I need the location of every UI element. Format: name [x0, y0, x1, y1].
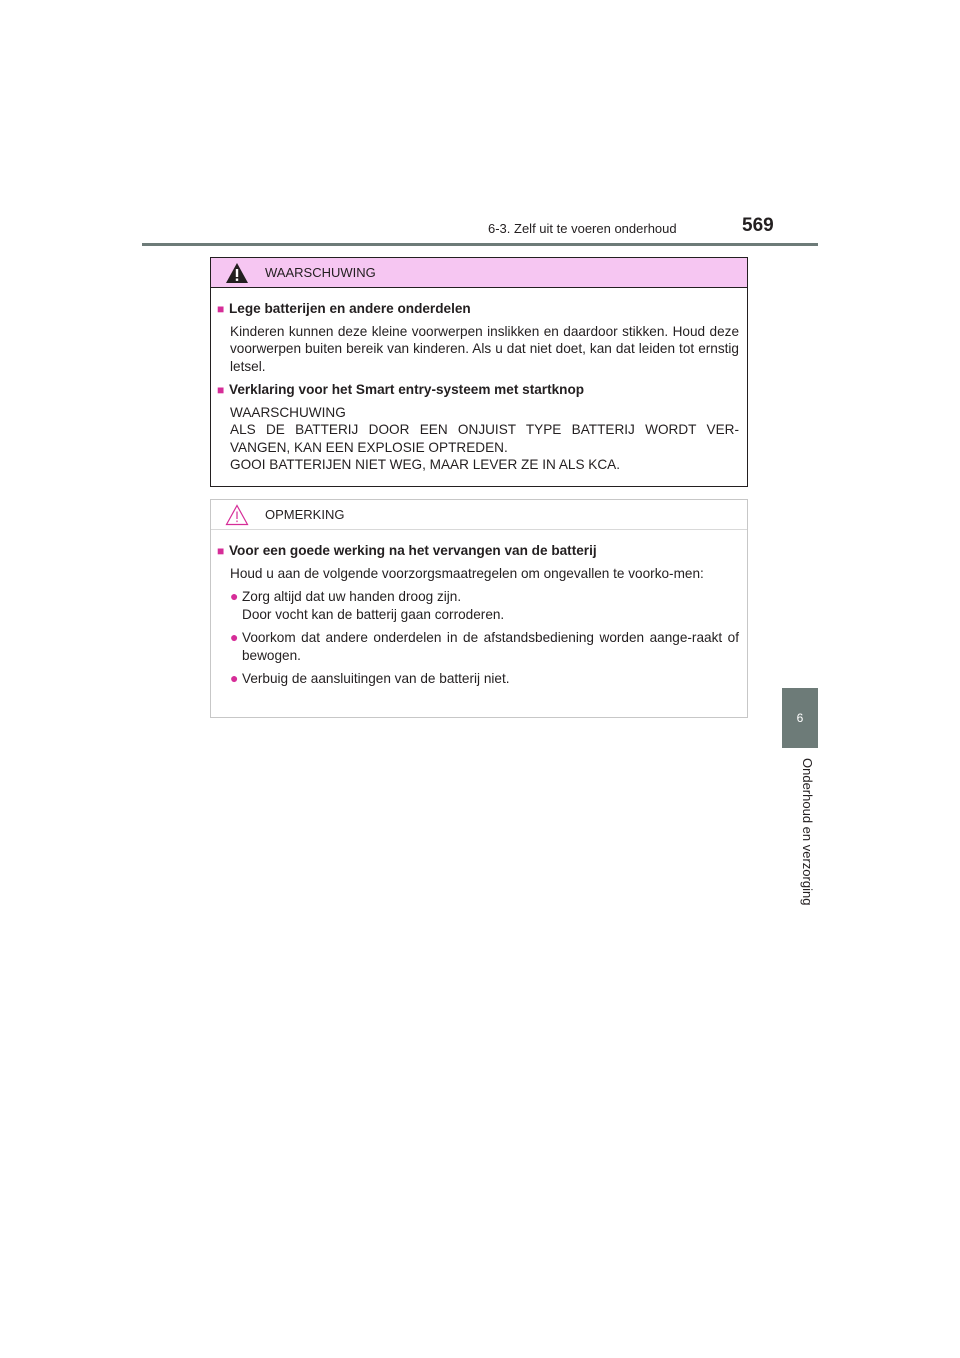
chapter-title: Onderhoud en verzorging	[800, 758, 815, 906]
warning-item-title	[217, 300, 739, 319]
warning-triangle-icon	[225, 262, 249, 284]
chapter-number: 6	[796, 711, 804, 725]
note-body	[211, 530, 747, 688]
note-item-title	[217, 542, 739, 561]
text-line: GOOI BATTERIJEN NIET WEG, MAAR LEVER ZE IN ALS KCA.	[230, 457, 621, 472]
note-box	[210, 499, 748, 718]
item-title-text: Voor een goede werking na het vervangen van de batterij	[229, 543, 597, 558]
warning-item-text	[230, 404, 739, 474]
list-item	[230, 629, 739, 664]
caution-triangle-outline-icon	[225, 504, 249, 526]
round-bullet-icon: ●	[230, 629, 239, 645]
round-bullet-icon: ●	[230, 588, 239, 604]
warning-item-text: Kinderen kunnen deze kleine voorwerpen inslikken en daardoor stikken. Houd deze voorwerpen buiten bereik van kinderen. Als u dat niet doet, kan dat leiden tot ernstig letsel.	[230, 323, 739, 374]
text-line: ALS DE BATTERIJ DOOR EEN ONJUIST TYPE BATTERIJ WORDT VER-VANGEN, KAN EEN EXPLOSIE OPTREDEN.	[230, 422, 739, 455]
section-title: 6-3. Zelf uit te voeren onderhoud	[488, 221, 677, 236]
warning-body	[211, 288, 747, 474]
round-bullet-icon: ●	[230, 670, 239, 686]
square-bullet-icon: ■	[217, 302, 225, 316]
text-line: Voorkom dat andere onderdelen in de afstandsbediening worden aange-raakt of bewogen.	[242, 630, 739, 663]
list-item	[230, 588, 739, 623]
note-intro: Houd u aan de volgende voorzorgsmaatregelen om ongevallen te voorko-men:	[230, 565, 704, 581]
warning-item-title	[217, 381, 739, 400]
note-heading: OPMERKING	[265, 507, 345, 522]
text-line: WAARSCHUWING	[230, 404, 346, 420]
list-item	[230, 670, 739, 688]
text-line: Door vocht kan de batterij gaan corroderen.	[242, 606, 505, 622]
text-line: Verbuig de aansluitingen van de batterij niet.	[242, 671, 510, 686]
warning-header	[211, 258, 747, 288]
item-title-text: Lege batterijen en andere onderdelen	[229, 301, 471, 316]
text-line: Zorg altijd dat uw handen droog zijn.	[242, 589, 462, 604]
square-bullet-icon: ■	[217, 544, 225, 558]
chapter-tab	[782, 688, 818, 748]
header-rule	[142, 243, 818, 246]
note-header	[211, 500, 747, 530]
item-title-text: Verklaring voor het Smart entry-systeem met startknop	[229, 382, 585, 397]
square-bullet-icon: ■	[217, 383, 225, 397]
warning-heading: WAARSCHUWING	[265, 265, 376, 280]
warning-box	[210, 257, 748, 487]
page-number: 569	[742, 215, 774, 236]
